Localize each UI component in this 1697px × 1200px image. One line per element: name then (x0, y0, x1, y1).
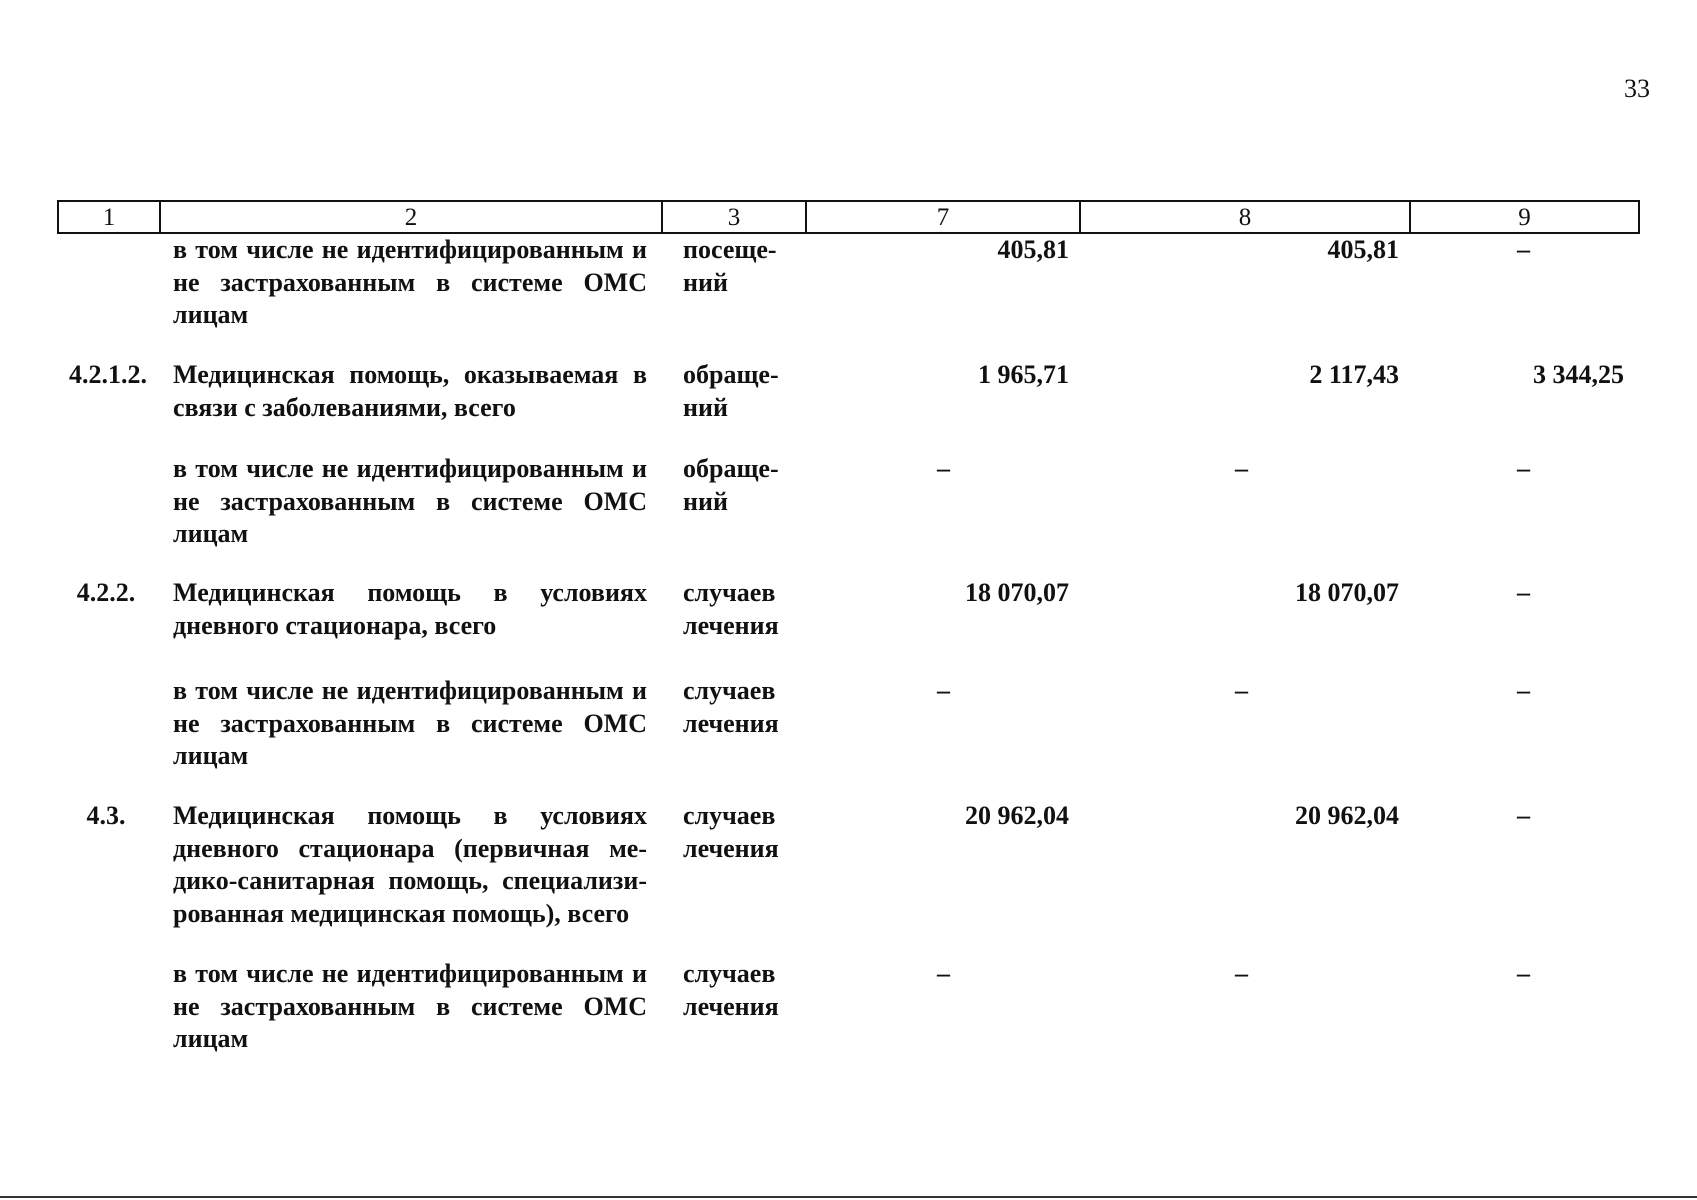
row-value-col7: – (937, 454, 950, 483)
row-unit: обраще- ний (683, 454, 779, 516)
row-description: в том числе не идентифицированным и не застрахованным в системе ОМС лицам (173, 959, 647, 1053)
row-description: Медицинская помощь в условиях дневного стационара, всего (173, 578, 647, 640)
header-col-3: 3 (663, 202, 807, 232)
row-value-col8: – (1235, 959, 1248, 988)
row-unit: случаев лечения (683, 578, 779, 640)
row-unit: случаев лечения (683, 801, 779, 863)
header-col-7: 7 (807, 202, 1081, 232)
row-value-col7: – (937, 676, 950, 705)
table-row (57, 577, 1640, 675)
row-code (57, 675, 159, 800)
row-value-col8: – (1235, 454, 1248, 483)
table-row (57, 359, 1640, 453)
row-value-col9: – (1517, 235, 1530, 264)
row-code: 4.2.2. (76, 578, 136, 607)
row-value-col8: 20 962,04 (1295, 801, 1399, 830)
row-description: в том числе не идентифицированным и не застрахованным в системе ОМС лицам (173, 235, 647, 329)
row-code (57, 234, 159, 359)
row-value-col9: – (1517, 959, 1530, 988)
header-col-1: 1 (59, 202, 161, 232)
row-value-col7: 405,81 (997, 235, 1069, 264)
row-value-col9: – (1517, 578, 1530, 607)
row-unit: случаев лечения (683, 676, 779, 738)
row-value-col8: 2 117,43 (1309, 360, 1399, 389)
table-row (57, 800, 1640, 958)
table-row (57, 234, 1640, 359)
row-value-col7: 20 962,04 (965, 801, 1069, 830)
row-value-col7: 1 965,71 (978, 360, 1069, 389)
row-code (57, 453, 159, 577)
row-value-col9: – (1517, 801, 1530, 830)
header-col-8: 8 (1081, 202, 1411, 232)
row-value-col7: – (937, 959, 950, 988)
row-description: в том числе не идентифицированным и не застрахованным в системе ОМС лицам (173, 676, 647, 770)
header-col-2: 2 (161, 202, 663, 232)
page-number: 33 (1624, 74, 1650, 103)
table-row (57, 958, 1640, 1068)
table-row (57, 453, 1640, 577)
row-description: Медицинская помощь, оказываемая в связи с заболеваниями, всего (173, 360, 647, 422)
row-value-col9: – (1517, 454, 1530, 483)
row-description: Медицинская помощь в условиях дневного стационара (первичная ме-дико-санитарная помощь, специализи-рованная медицинская помощь), всего (173, 801, 647, 928)
table-header (57, 200, 1640, 234)
table-body (57, 234, 1640, 1068)
row-unit: случаев лечения (683, 959, 779, 1021)
row-unit: посеще- ний (683, 235, 777, 297)
row-code: 4.2.1.2. (69, 360, 147, 389)
row-code (57, 958, 159, 1068)
row-code: 4.3. (86, 801, 126, 830)
row-value-col8: 18 070,07 (1295, 578, 1399, 607)
row-description: в том числе не идентифицированным и не застрахованным в системе ОМС лицам (173, 454, 647, 548)
row-unit: обраще- ний (683, 360, 779, 422)
table-row (57, 675, 1640, 800)
header-col-9: 9 (1518, 203, 1531, 231)
row-value-col9: 3 344,25 (1533, 360, 1624, 389)
row-value-col8: – (1235, 676, 1248, 705)
row-value-col7: 18 070,07 (965, 578, 1069, 607)
bottom-rule (0, 1196, 1697, 1198)
row-value-col9: – (1517, 676, 1530, 705)
row-value-col8: 405,81 (1327, 235, 1399, 264)
